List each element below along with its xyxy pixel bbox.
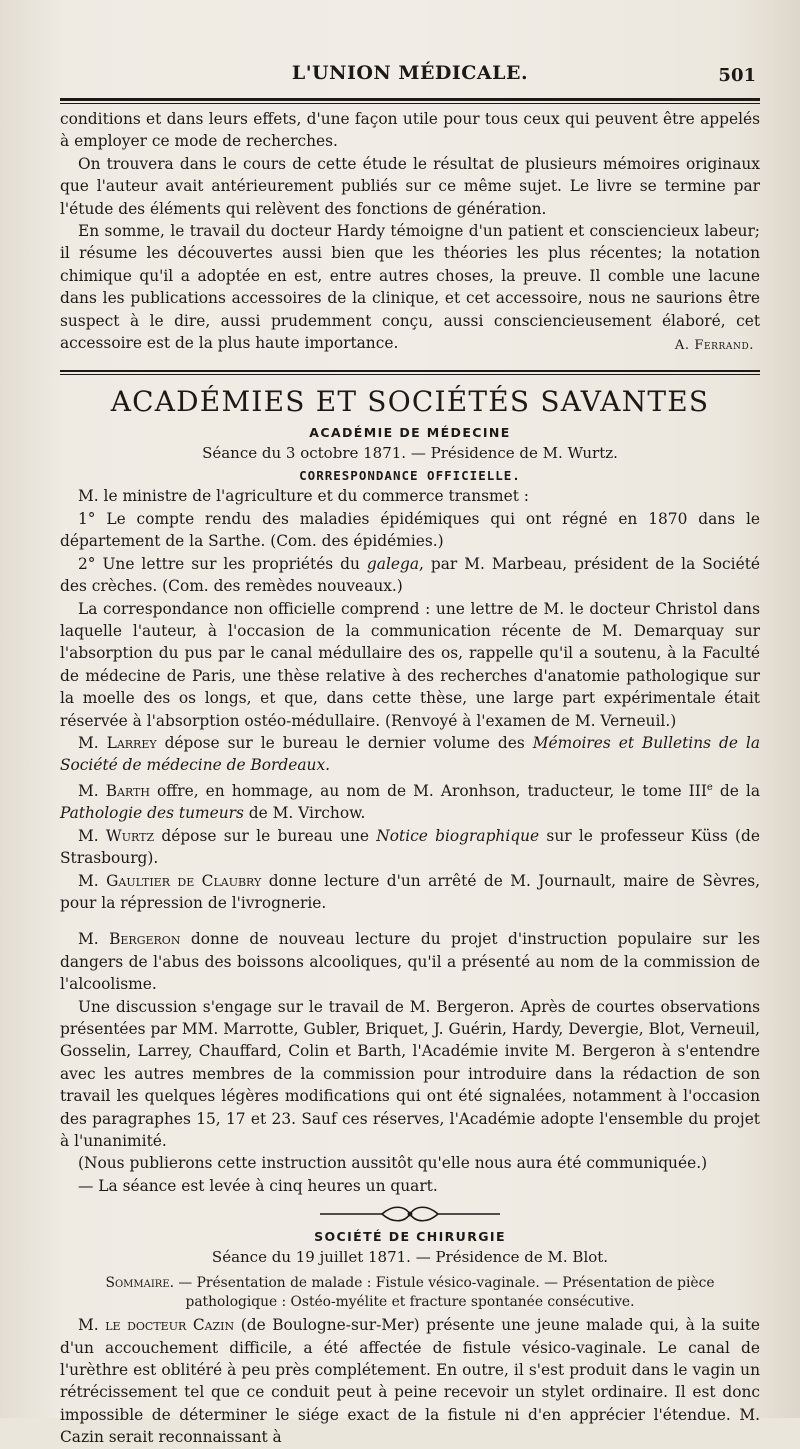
proceeding-paragraph: M. Gaultier de Claubry donne lecture d'un arrêté de M. Journault, maire de Sèvres, pour la répression de l'ivrognerie. xyxy=(60,871,760,912)
proceeding-paragraph: (Nous publierons cette instruction aussitôt qu'elle nous aura été communiquée.) xyxy=(78,1154,708,1173)
ornament-divider xyxy=(60,1203,760,1225)
summary-label: Sommaire. xyxy=(105,1275,175,1292)
review-paragraph: En somme, le travail du docteur Hardy témoigne d'un patient et consciencieux labeur; il résume les découvertes aussi bien que les théories les plus récentes; la notation chimique qu'il a adoptée en est, entre autres choses, la preuve. Il comble une lacune dans les publications accessoires de la clinique, et cet accessoire, nous ne saurions être suspect à le dire, aussi prudemment conçu, aussi consciencieusement élaboré, cet accessoire est de la plus haute importance. xyxy=(60,222,760,353)
surgery-summary xyxy=(60,1274,760,1312)
proceeding-paragraph: La correspondance non officielle comprend : une lettre de M. le docteur Christol dans laquelle l'auteur, à l'occasion de la communication récente de M. Demarquay sur l'absorption du pus par le canal médullaire des os, rappelle qu'il a soutenu, à la Faculté de médecine de Paris, une thèse relative à des recherches d'anatomie pathologique sur la moelle des os longs, et que, dans cette thèse, une large part expérimentale était réservée à l'absorption ostéo-médullaire. (Renvoyé à l'examen de M. Verneuil.) xyxy=(60,599,760,730)
section-separator xyxy=(60,370,760,375)
proceeding-paragraph: M. Larrey dépose sur le bureau le dernier volume des Mémoires et Bulletins de la Société de médecine de Bordeaux. xyxy=(60,733,760,775)
surgery-heading: SOCIÉTÉ DE CHIRURGIE xyxy=(314,1229,506,1245)
proceeding-paragraph: M. le ministre de l'agriculture et du commerce transmet : xyxy=(78,487,529,506)
proceeding-paragraph: 1° Le compte rendu des maladies épidémiques qui ont régné en 1870 dans le département de la Sarthe. (Com. des épidémies.) xyxy=(60,509,760,551)
proceeding-paragraph: — La séance est levée à cinq heures un quart. xyxy=(78,1176,438,1195)
running-head: L'UNION MÉDICALE. xyxy=(291,62,529,84)
review-paragraph: conditions et dans leurs effets, d'une façon utile pour tous ceux qui peuvent être appelés à employer ce mode de recherches. xyxy=(60,110,760,151)
proceeding-paragraph: M. Bergeron donne de nouveau lecture du projet d'instruction populaire sur les dangers de l'abus des boissons alcooliques, qu'il a présenté au nom de la commission de l'alcoolisme. xyxy=(60,930,760,994)
academy-heading: ACADÉMIE DE MÉDECINE xyxy=(309,425,511,441)
book-review xyxy=(60,108,760,356)
ornament-icon xyxy=(320,1203,500,1225)
proceeding-paragraph: M. Barth offre, en hommage, au nom de M. Aronhson, traducteur, le tome IIIe de la Pathologie des tumeurs de M. Virchow. xyxy=(60,781,760,823)
proceeding-paragraph: M. le docteur Cazin (de Boulogne-sur-Mer) présente une jeune malade qui, à la suite d'un accouchement difficile, a été affectée de fistule vésico-vaginale. Le canal de l'urèthre est oblitéré à peu près complétement. En outre, il s'est produit dans le vagin un rétrécissement tel que ce conduit peut à peine recevoir un stylet ordinaire. Il est donc impossible de déterminer le siége exact de la fistule ni d'en apprécier l'étendue. M. Cazin serait reconnaissant à xyxy=(60,1316,760,1447)
correspondance-heading: CORRESPONDANCE OFFICIELLE. xyxy=(299,468,521,484)
page-number: 501 xyxy=(718,65,756,86)
academy-session: Séance du 3 octobre 1871. — Présidence de M. Wurtz. xyxy=(202,444,618,463)
proceeding-paragraph: 2° Une lettre sur les propriétés du galega, par M. Marbeau, président de la Société des crèches. (Com. des remèdes nouveaux.) xyxy=(60,554,760,596)
surgery-session: Séance du 19 juillet 1871. — Présidence de M. Blot. xyxy=(211,1248,609,1267)
page-header xyxy=(60,54,760,94)
proceeding-paragraph: M. Wurtz dépose sur le bureau une Notice biographique sur le professeur Küss (de Strasbourg). xyxy=(60,826,761,868)
review-paragraph: On trouvera dans le cours de cette étude le résultat de plusieurs mémoires originaux que l'auteur avait antérieurement publiés sur ce même sujet. Le livre se termine par l'étude des éléments qui relèvent des fonctions de génération. xyxy=(60,154,760,218)
header-rule-thin xyxy=(60,103,760,104)
signature-name: A. Ferrand. xyxy=(674,338,754,354)
academy-proceedings xyxy=(60,485,760,1197)
summary-text: — Présentation de malade : Fistule vésico-vaginale. — Présentation de pièce pathologique : Ostéo-myélite et fracture spontanée consécutive. xyxy=(174,1275,715,1311)
header-rule xyxy=(60,98,760,101)
section-title: ACADÉMIES ET SOCIÉTÉS SAVANTES xyxy=(110,385,710,419)
proceeding-paragraph: Une discussion s'engage sur le travail de M. Bergeron. Après de courtes observations présentées par MM. Marrotte, Gubler, Briquet, J. Guérin, Hardy, Devergie, Blot, Verneuil, Gosselin, Larrey, Chauffard, Colin et Barth, l'Académie invite M. Bergeron à s'entendre avec les autres membres de la commission pour introduire dans la rédaction de son travail les quelques légères modifications qui ont été signalées, notamment à l'occasion des paragraphes 15, 17 et 23. Sauf ces réserves, l'Académie adopte l'ensemble du projet à l'unanimité. xyxy=(60,997,760,1150)
